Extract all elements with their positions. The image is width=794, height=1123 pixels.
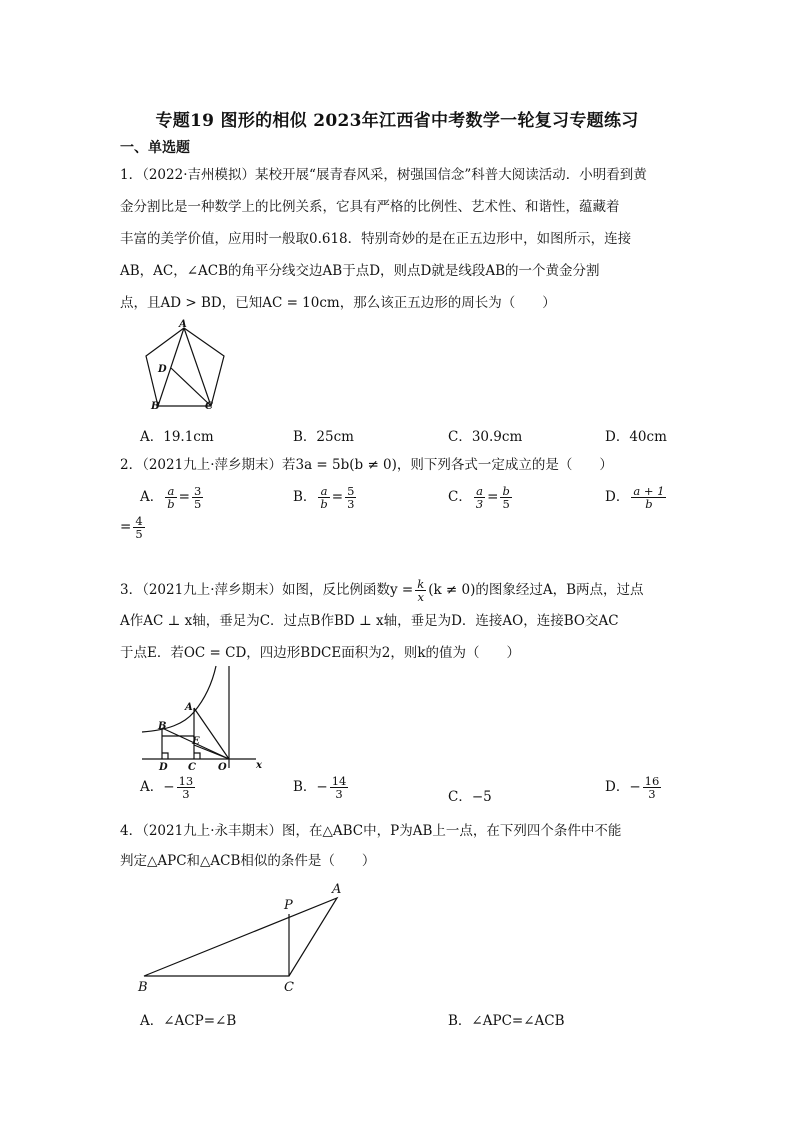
option-prefix: C． <box>448 489 472 505</box>
q1-line-5: 点，且AD > BD，已知AC = 10cm，那么该正五边形的周长为（ ） <box>120 295 556 311</box>
q1-line-4: AB，AC，∠ACB的角平分线交边AB于点D，则点D就是线段AB的一个黄金分割 <box>120 263 600 279</box>
option-value: −5 <box>471 789 492 805</box>
frac-den: b <box>167 497 175 511</box>
frac-den: 5 <box>135 527 143 541</box>
label-a: A <box>332 882 342 897</box>
frac-den: 5 <box>500 497 511 510</box>
label-x: x <box>256 760 262 771</box>
q3-option-d <box>605 775 663 800</box>
minus-sign: − <box>316 779 328 795</box>
frac-den: x <box>415 590 426 603</box>
q2-option-c <box>448 485 514 510</box>
q3-line-1-end: (k ≠ 0)的图象经过A，B两点，过点 <box>428 582 644 598</box>
label-d: D <box>158 364 167 375</box>
label-o: O <box>218 762 227 773</box>
q3-option-a <box>140 775 197 800</box>
label-b: B <box>151 401 160 412</box>
page-title: 专题19 图形的相似 2023年江西省中考数学一轮复习专题练习 <box>155 111 639 131</box>
q3-line-3: 于点E．若OC = CD，四边形BDCE面积为2，则k的值为（ ） <box>120 645 520 661</box>
frac-num: b <box>502 484 510 498</box>
frac-num: a + 1 <box>633 484 665 498</box>
q1-line-1: 1．（2022·吉州模拟）某校开展“展青春风采，树强国信念”科普大阅读活动．小明看到黄 <box>120 167 647 183</box>
frac-num: 16 <box>644 774 660 788</box>
label-b: B <box>158 721 167 732</box>
frac-den: 3 <box>475 497 484 511</box>
frac-num: 3 <box>193 484 202 498</box>
q1-line-3: 丰富的美学价值，应用时一般取0.618．特别奇妙的是在正五边形中，如图所示，连接 <box>120 231 632 247</box>
q3-option-b <box>293 775 350 800</box>
label-a: A <box>179 319 187 330</box>
q4-option-a: A．∠ACP=∠B <box>140 1013 237 1029</box>
frac-num: 4 <box>135 514 143 528</box>
option-prefix: C． <box>448 789 472 805</box>
option-prefix: B． <box>293 489 317 505</box>
frac-den: 3 <box>330 787 349 800</box>
frac-num: a <box>320 484 328 498</box>
frac-num: a <box>476 484 483 498</box>
q4-option-b: B．∠APC=∠ACB <box>448 1013 565 1029</box>
frac-den: 3 <box>347 497 355 511</box>
frac-den: b <box>320 497 328 511</box>
frac-num: 13 <box>178 774 194 788</box>
option-prefix: A． <box>140 779 164 795</box>
frac-num: 14 <box>331 774 347 788</box>
option-prefix: D． <box>605 779 630 795</box>
frac-den: 3 <box>177 787 196 800</box>
q2-stem: 2．（2021九上·萍乡期末）若3a = 5b(b ≠ 0)，则下列各式一定成立的是（ ） <box>120 457 613 473</box>
q3-line-2: A作AC ⊥ x轴，垂足为C．过点B作BD ⊥ x轴，垂足为D．连接AO，连接BO交AC <box>120 613 619 629</box>
option-prefix: A． <box>140 489 164 505</box>
pentagon-figure <box>138 316 238 416</box>
label-c: C <box>188 762 196 773</box>
q4-line-2: 判定△APC和△ACB相似的条件是（ ） <box>120 853 376 869</box>
frac-num: k <box>417 577 425 591</box>
minus-sign: − <box>629 779 641 795</box>
label-c: C <box>205 401 213 412</box>
label-a: A <box>185 702 193 713</box>
q2-option-a <box>140 485 205 510</box>
q2-option-d-continued <box>120 515 147 540</box>
frac-den: b <box>631 497 666 510</box>
frac-den: 3 <box>643 787 662 800</box>
frac-num: a <box>167 484 175 498</box>
q3-option-c <box>448 785 492 805</box>
q3-line-1-start: 3．（2021九上·萍乡期末）如图，反比例函数y = <box>120 582 414 598</box>
frac-num: 5 <box>347 484 355 498</box>
label-c: C <box>284 980 294 995</box>
equals-sign: = <box>120 519 132 535</box>
minus-sign: − <box>163 779 175 795</box>
q3-line-1 <box>120 578 644 603</box>
q1-option-b: B．25cm <box>293 429 354 445</box>
frac-den: 5 <box>193 497 202 511</box>
label-p: P <box>284 898 293 913</box>
equals-sign: = <box>331 489 344 505</box>
q2-option-b <box>293 485 358 510</box>
q4-line-1: 4．（2021九上·永丰期末）图，在△ABC中，P为AB上一点，在下列四个条件中不能 <box>120 823 622 839</box>
label-e: E <box>192 736 200 747</box>
q1-option-c: C．30.9cm <box>448 429 523 445</box>
label-d: D <box>159 762 168 773</box>
equals-sign: = <box>178 489 190 505</box>
option-prefix: D． <box>605 489 630 505</box>
q1-option-d: D．40cm <box>605 429 667 445</box>
label-b: B <box>138 980 148 995</box>
q1-line-2: 金分割比是一种数学上的比例关系，它具有严格的比例性、艺术性、和谐性，蕴藏着 <box>120 199 620 215</box>
q1-option-a: A．19.1cm <box>140 429 214 445</box>
equals-sign: = <box>487 489 499 505</box>
section-heading: 一、单选题 <box>120 140 190 156</box>
q2-option-d <box>605 485 668 510</box>
option-prefix: B． <box>293 779 317 795</box>
triangle-figure <box>130 878 360 998</box>
hyperbola-figure <box>138 662 268 774</box>
